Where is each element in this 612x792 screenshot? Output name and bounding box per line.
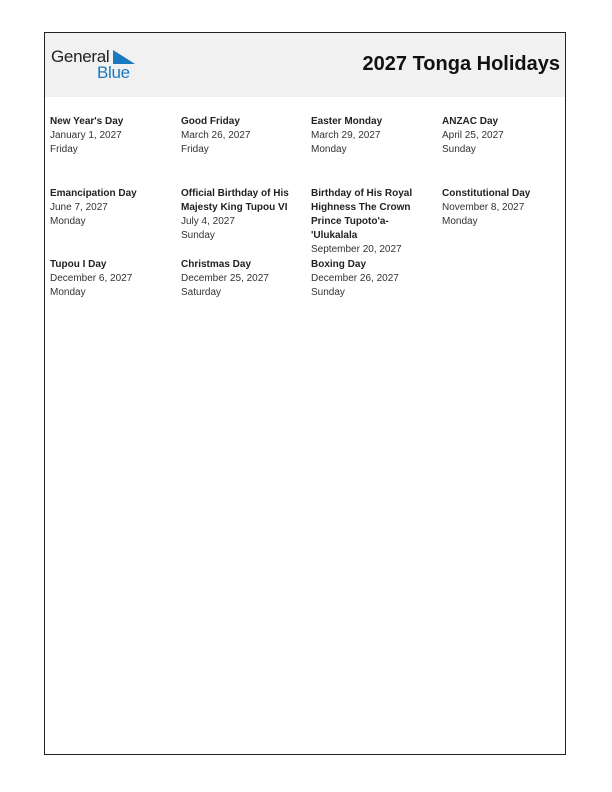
holiday-date: July 4, 2027 — [181, 216, 235, 227]
holiday-date: December 25, 2027 — [181, 273, 269, 284]
holiday-weekday: Saturday — [181, 287, 222, 298]
holiday-name: Birthday of His Royal Highness The Crown Prince Tupoto'a-'Ulukalala — [311, 188, 413, 241]
holiday-item — [50, 187, 168, 229]
holiday-date: June 7, 2027 — [50, 202, 108, 213]
holiday-name: New Year's Day — [50, 116, 124, 127]
holiday-name: Boxing Day — [311, 259, 367, 270]
holiday-date: March 29, 2027 — [311, 130, 381, 141]
holiday-name: Tupou I Day — [50, 259, 107, 270]
holiday-weekday: Friday — [50, 144, 78, 155]
holiday-date: January 1, 2027 — [50, 130, 122, 141]
page-frame — [44, 32, 566, 755]
holiday-name: Constitutional Day — [442, 188, 531, 199]
logo-blue-text: Blue — [97, 63, 130, 82]
holiday-date: March 26, 2027 — [181, 130, 251, 141]
holiday-name: Christmas Day — [181, 259, 252, 270]
holiday-weekday: Monday — [442, 216, 478, 227]
holiday-date: September 20, 2027 — [311, 244, 402, 255]
holiday-date: April 25, 2027 — [442, 130, 504, 141]
holiday-weekday: Monday — [311, 144, 347, 155]
holiday-item — [50, 115, 168, 157]
holiday-item — [311, 115, 429, 157]
logo-general-text: General — [51, 47, 110, 66]
holiday-weekday: Friday — [181, 144, 209, 155]
holiday-weekday: Sunday — [442, 144, 476, 155]
holiday-item — [181, 115, 299, 157]
holiday-item — [181, 187, 299, 243]
holiday-item — [442, 187, 560, 229]
holiday-item — [181, 258, 299, 300]
holiday-date: December 26, 2027 — [311, 273, 399, 284]
generalblue-logo — [51, 47, 141, 83]
holiday-item — [50, 258, 168, 300]
holiday-item — [442, 115, 560, 157]
page-header — [45, 33, 565, 97]
holiday-item — [311, 187, 429, 257]
holiday-weekday: Monday — [50, 287, 86, 298]
holiday-weekday: Monday — [50, 216, 86, 227]
holiday-name: Official Birthday of His Majesty King Tupou VI — [181, 188, 289, 213]
holiday-name: ANZAC Day — [442, 116, 499, 127]
holiday-weekday: Sunday — [181, 230, 215, 241]
holiday-name: Emancipation Day — [50, 188, 137, 199]
holiday-weekday: Sunday — [311, 287, 345, 298]
holiday-date: December 6, 2027 — [50, 273, 133, 284]
logo-triangle-icon — [113, 50, 135, 64]
holiday-name: Good Friday — [181, 116, 240, 127]
holiday-name: Easter Monday — [311, 116, 383, 127]
page-title: 2027 Tonga Holidays — [362, 53, 560, 75]
holiday-item — [311, 258, 429, 300]
holiday-date: November 8, 2027 — [442, 202, 525, 213]
